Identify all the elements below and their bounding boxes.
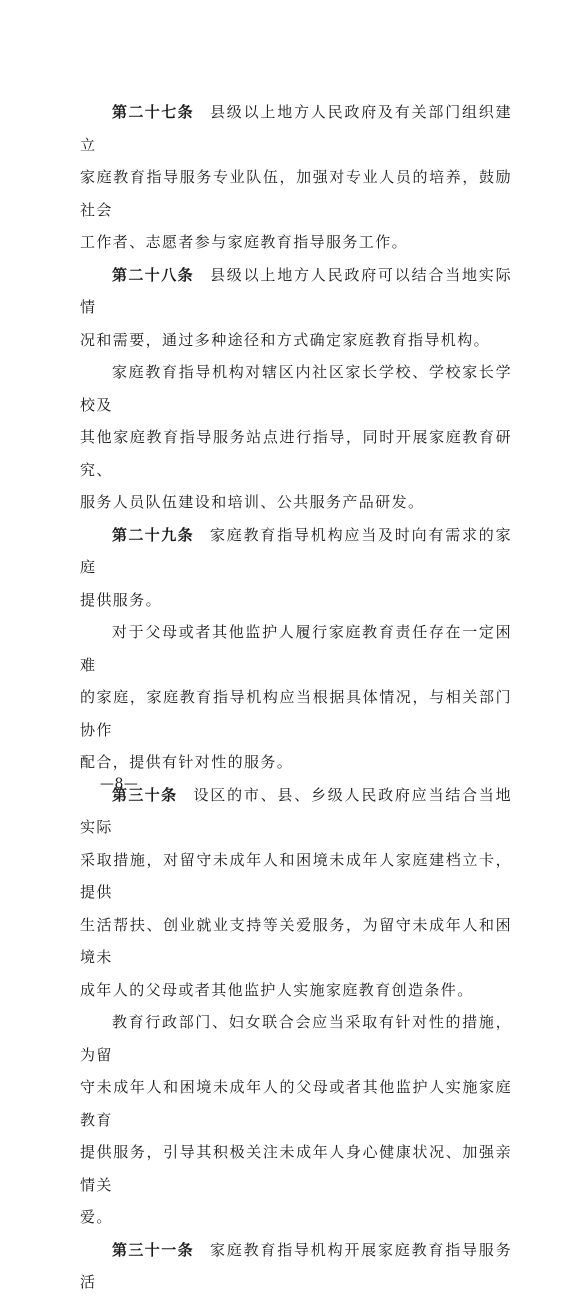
article-27-text: 县级以上地方人民政府及有关部门组织建立 家庭教育指导服务专业队伍，加强对专业人员的培养，鼓励社会 工作者、志愿者参与家庭教育指导服务工作。 <box>80 103 512 251</box>
article-31-heading: 第三十一条 <box>112 1240 194 1259</box>
article-29-paragraph <box>80 519 512 617</box>
article-31-paragraph <box>80 1234 512 1299</box>
article-28-continuation-text: 家庭教育指导机构对辖区内社区家长学校、学校家长学校及 其他家庭教育指导服务站点进行指导，同时开展家庭教育研究、 服务人员队伍建设和培训、公共服务产品研发。 <box>80 363 512 511</box>
article-30-continuation-text: 教育行政部门、妇女联合会应当采取有针对性的措施，为留 守未成年人和困境未成年人的父母或者其他监护人实施家庭教育 提供服务，引导其积极关注未成年人身心健康状况、加强亲情关 爱。 <box>80 1013 512 1226</box>
article-29-continuation <box>80 616 512 779</box>
article-30-paragraph <box>80 779 512 1007</box>
document-body <box>80 96 512 1299</box>
article-29-continuation-text: 对于父母或者其他监护人履行家庭教育责任存在一定困难 的家庭，家庭教育指导机构应当根据具体情况，与相关部门协作 配合，提供有针对性的服务。 <box>80 623 512 771</box>
article-31-text: 家庭教育指导机构开展家庭教育指导服务活 <box>80 1240 512 1291</box>
article-28-paragraph <box>80 259 512 357</box>
article-27-heading: 第二十七条 <box>112 103 194 121</box>
article-28-text: 县级以上地方人民政府可以结合当地实际情 况和需要，通过多种途径和方式确定家庭教育指导机构。 <box>80 265 512 349</box>
article-28-continuation <box>80 356 512 519</box>
article-28-heading: 第二十八条 <box>112 265 194 284</box>
article-29-text: 家庭教育指导机构应当及时向有需求的家庭 提供服务。 <box>80 525 512 609</box>
article-29-heading: 第二十九条 <box>112 525 194 544</box>
article-30-text: 设区的市、县、乡级人民政府应当结合当地实际 采取措施，对留守未成年人和困境未成年人家庭建档立卡，提供 生活帮扶、创业就业支持等关爱服务，为留守未成年人和困境未 成年人的父母或者其他监护人实施家庭教育创造条件。 <box>80 785 512 999</box>
page-number: —8— <box>100 776 139 792</box>
article-30-continuation <box>80 1006 512 1234</box>
article-27-paragraph <box>80 96 512 259</box>
article-30-heading: 第三十条 <box>112 785 178 804</box>
